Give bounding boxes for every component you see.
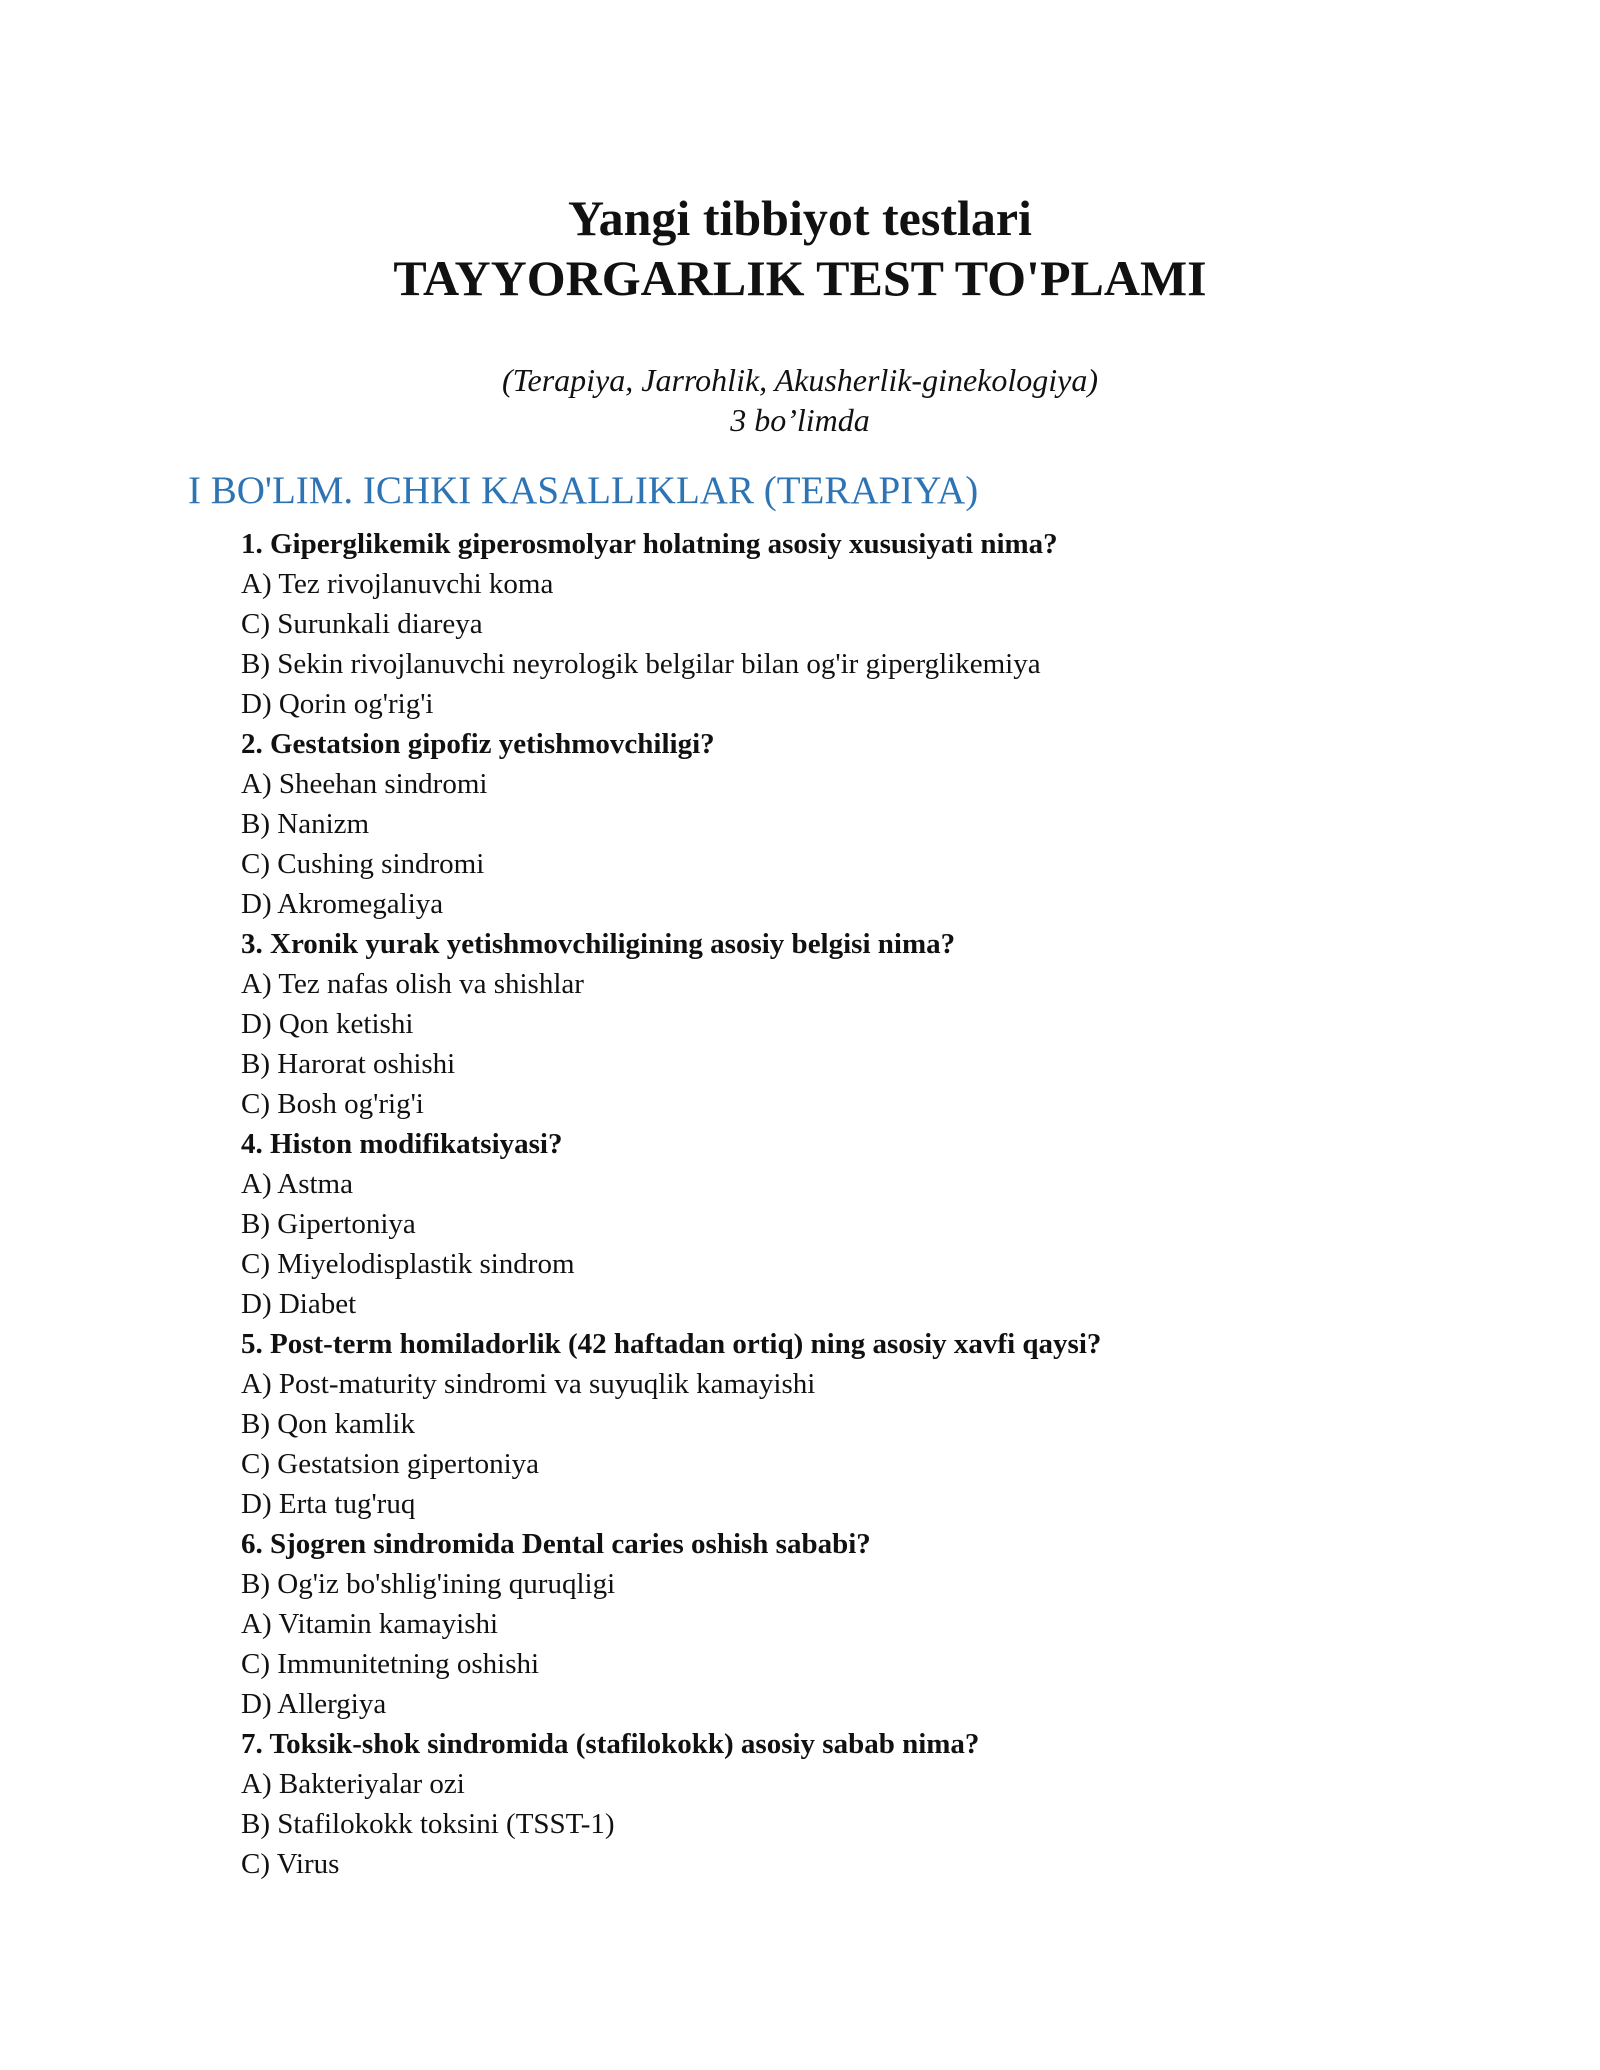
answer-option: B) Nanizm [241, 808, 370, 840]
answer-option: A) Tez rivojlanuvchi koma [241, 568, 554, 600]
question-5 [241, 1324, 1541, 1524]
answer-option: A) Tez nafas olish va shishlar [241, 968, 584, 1000]
answer-option: D) Allergiya [241, 1688, 387, 1720]
question-text: 7. Toksik-shok sindromida (stafilokokk) asosiy sabab nima? [241, 1728, 980, 1760]
answer-option: C) Virus [241, 1848, 340, 1880]
question-text: 1. Giperglikemik giperosmolyar holatning asosiy xususiyati nima? [241, 528, 1058, 560]
answer-option: C) Bosh og'rig'i [241, 1088, 424, 1120]
title-line-2: TAYYORGARLIK TEST TO'PLAMI [393, 250, 1207, 306]
question-list [241, 524, 1541, 1884]
answer-option: B) Qon kamlik [241, 1408, 415, 1440]
question-6 [241, 1524, 1541, 1724]
subtitle-line-2: 3 bo’limda [730, 402, 870, 438]
question-text: 2. Gestatsion gipofiz yetishmovchiligi? [241, 728, 715, 760]
document-title [0, 188, 1600, 308]
title-line-1: Yangi tibbiyot testlari [568, 190, 1032, 246]
answer-option: D) Akromegaliya [241, 888, 444, 920]
answer-option: C) Miyelodisplastik sindrom [241, 1248, 575, 1280]
answer-option: D) Diabet [241, 1288, 357, 1320]
answer-option: A) Astma [241, 1168, 353, 1200]
answer-option: B) Harorat oshishi [241, 1048, 456, 1080]
answer-option: B) Gipertoniya [241, 1208, 416, 1240]
answer-option: C) Cushing sindromi [241, 848, 485, 880]
answer-option: C) Surunkali diareya [241, 608, 483, 640]
question-text: 3. Xronik yurak yetishmovchiligining asosiy belgisi nima? [241, 928, 956, 960]
answer-option: D) Erta tug'ruq [241, 1488, 416, 1520]
question-3 [241, 924, 1541, 1124]
question-text: 4. Histon modifikatsiyasi? [241, 1128, 563, 1160]
question-2 [241, 724, 1541, 924]
answer-option: A) Vitamin kamayishi [241, 1608, 499, 1640]
subtitle-line-1: (Terapiya, Jarrohlik, Akusherlik-ginekologiya) [501, 362, 1099, 398]
answer-option: B) Sekin rivojlanuvchi neyrologik belgilar bilan og'ir giperglikemiya [241, 648, 1041, 680]
answer-option: D) Qon ketishi [241, 1008, 414, 1040]
answer-option: A) Bakteriyalar ozi [241, 1768, 465, 1800]
answer-option: C) Immunitetning oshishi [241, 1648, 540, 1680]
answer-option: A) Sheehan sindromi [241, 768, 488, 800]
document-subtitle [0, 360, 1600, 440]
question-1 [241, 524, 1541, 724]
question-4 [241, 1124, 1541, 1324]
question-7 [241, 1724, 1541, 1884]
answer-option: A) Post-maturity sindromi va suyuqlik kamayishi [241, 1368, 816, 1400]
section-heading: I BO'LIM. ICHKI KASALLIKLAR (TERAPIYA) [188, 469, 979, 512]
answer-option: C) Gestatsion gipertoniya [241, 1448, 540, 1480]
question-text: 6. Sjogren sindromida Dental caries oshish sababi? [241, 1528, 871, 1560]
answer-option: D) Qorin og'rig'i [241, 688, 434, 720]
answer-option: B) Stafilokokk toksini (TSST-1) [241, 1808, 615, 1840]
question-text: 5. Post-term homiladorlik (42 haftadan ortiq) ning asosiy xavfi qaysi? [241, 1328, 1102, 1360]
answer-option: B) Og'iz bo'shlig'ining quruqligi [241, 1568, 616, 1600]
